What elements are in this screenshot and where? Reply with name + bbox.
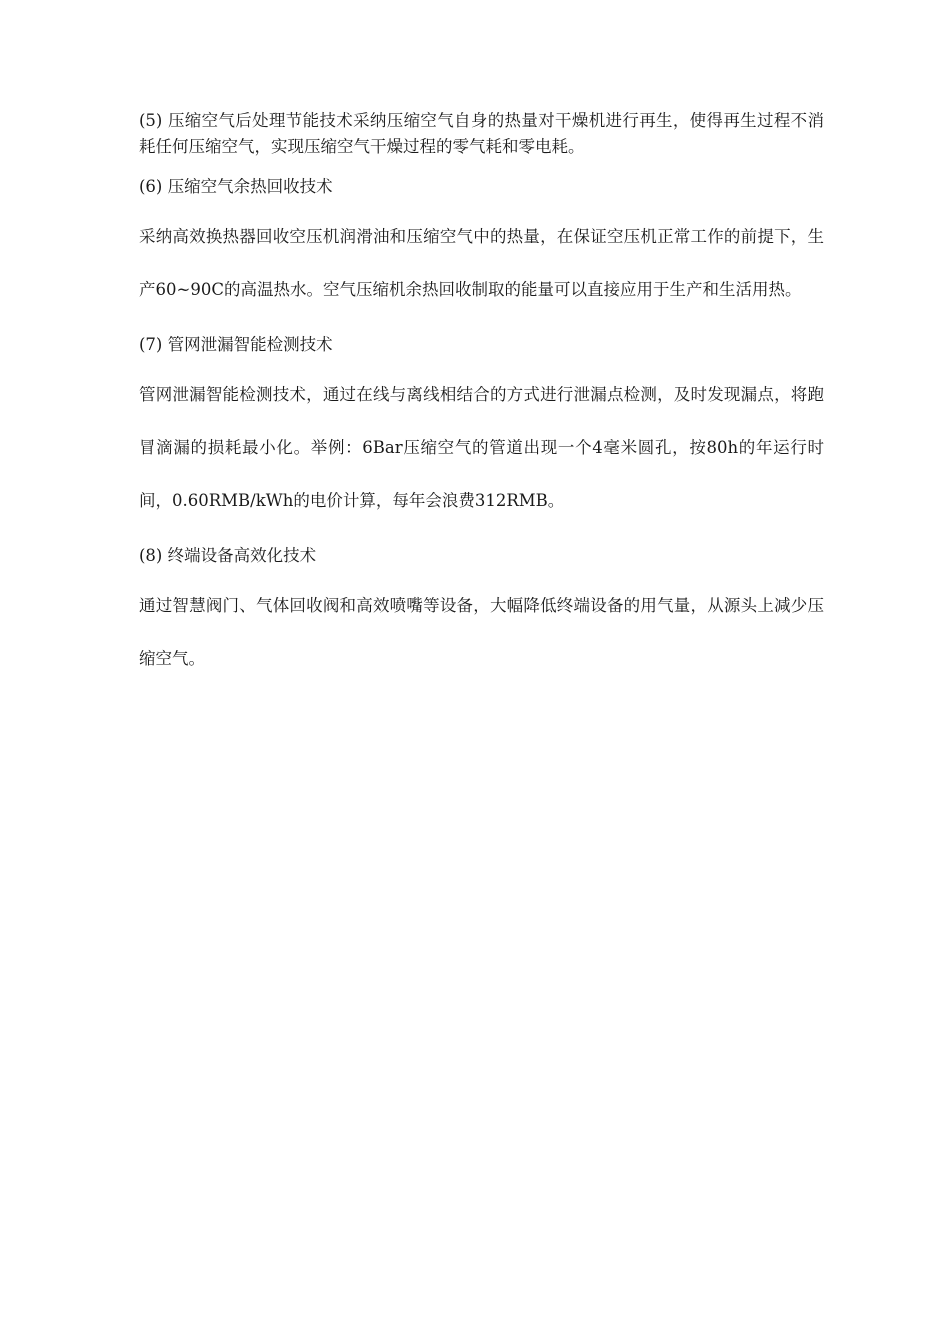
section-7-heading: (7) 管网泄漏智能检测技术 (139, 335, 333, 354)
section-6-paragraph: 采纳高效换热器回收空压机润滑油和压缩空气中的热量，在保证空压机正常工作的前提下，生产60~90C的高温热水。空气压缩机余热回收制取的能量可以直接应用于生产和生活用热。 (139, 227, 824, 299)
section-8-paragraph: 通过智慧阀门、气体回收阀和高效喷嘴等设备，大幅降低终端设备的用气量，从源头上减少压缩空气。 (139, 596, 824, 668)
section-7-paragraph: 管网泄漏智能检测技术，通过在线与离线相结合的方式进行泄漏点检测，及时发现漏点，将跑冒滴漏的损耗最小化。举例：6Bar压缩空气的管道出现一个4毫米圆孔，按80h的年运行时间，0.60RMB/kWh的电价计算，每年会浪费312RMB。 (139, 385, 824, 510)
document-body (139, 108, 824, 685)
section-6-heading: (6) 压缩空气余热回收技术 (139, 177, 333, 196)
section-5-paragraph: (5) 压缩空气后处理节能技术采纳压缩空气自身的热量对干燥机进行再生，使得再生过程不消耗任何压缩空气，实现压缩空气干燥过程的零气耗和零电耗。 (139, 111, 824, 156)
section-8-heading: (8) 终端设备高效化技术 (139, 546, 317, 565)
